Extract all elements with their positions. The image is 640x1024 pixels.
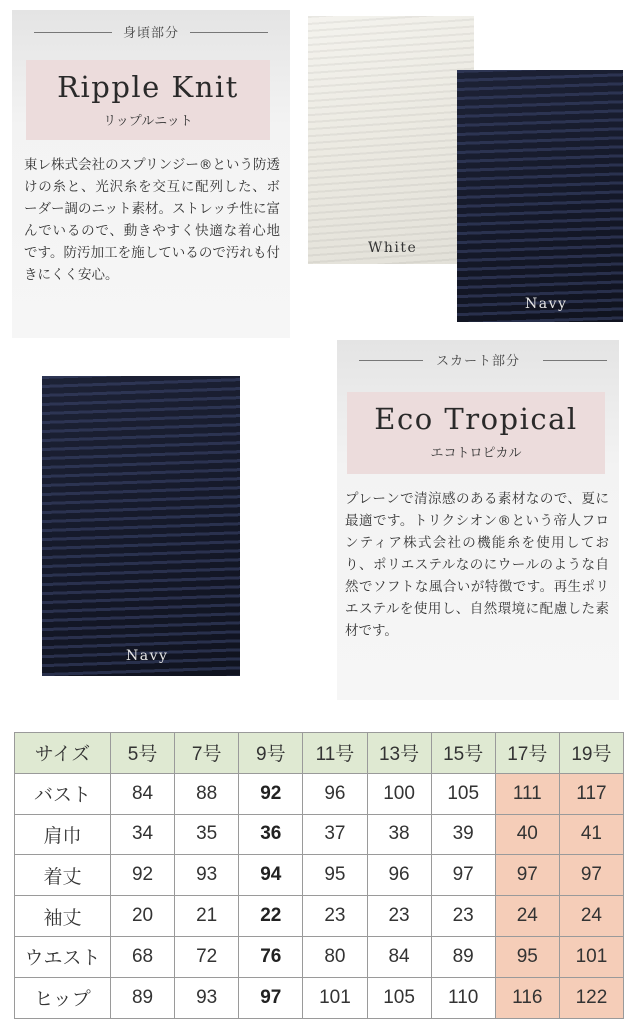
size-cell: 94 [239, 855, 303, 896]
size-cell: 68 [111, 936, 175, 977]
size-row-label: 袖丈 [15, 896, 111, 937]
skirt-section-label: スカート部分 [337, 350, 619, 369]
size-cell: 89 [111, 977, 175, 1018]
size-col-header: 15号 [431, 733, 495, 774]
size-cell: 20 [111, 896, 175, 937]
size-col-header: 13号 [367, 733, 431, 774]
size-cell: 122 [559, 977, 623, 1018]
size-cell: 41 [559, 814, 623, 855]
size-row-label: 肩巾 [15, 814, 111, 855]
size-row-label: バスト [15, 773, 111, 814]
white-swatch [308, 16, 474, 264]
size-table [14, 732, 624, 1019]
size-row [15, 936, 624, 977]
size-cell: 100 [367, 773, 431, 814]
size-cell: 105 [367, 977, 431, 1018]
size-cell: 97 [559, 855, 623, 896]
size-cell: 76 [239, 936, 303, 977]
size-cell: 96 [303, 773, 367, 814]
size-cell: 95 [495, 936, 559, 977]
size-cell: 35 [175, 814, 239, 855]
size-cell: 22 [239, 896, 303, 937]
skirt-fabric-name-box [347, 392, 605, 474]
size-col-header: 11号 [303, 733, 367, 774]
size-header-label: サイズ [15, 733, 111, 774]
navy-swatch-skirt [42, 376, 240, 676]
size-cell: 24 [495, 896, 559, 937]
size-cell: 80 [303, 936, 367, 977]
body-fabric-panel [12, 10, 290, 338]
size-row [15, 773, 624, 814]
size-cell: 23 [431, 896, 495, 937]
size-row [15, 977, 624, 1018]
body-fabric-name-en: Ripple Knit [57, 70, 239, 104]
size-row-label: ヒップ [15, 977, 111, 1018]
size-cell: 101 [303, 977, 367, 1018]
size-cell: 34 [111, 814, 175, 855]
skirt-fabric-name-ja: エコトロピカル [430, 446, 522, 461]
size-row [15, 855, 624, 896]
size-col-header: 19号 [559, 733, 623, 774]
size-cell: 96 [367, 855, 431, 896]
size-cell: 23 [303, 896, 367, 937]
skirt-fabric-name-en: Eco Tropical [374, 402, 578, 436]
size-row [15, 814, 624, 855]
size-cell: 97 [495, 855, 559, 896]
size-cell: 36 [239, 814, 303, 855]
size-cell: 92 [111, 855, 175, 896]
size-cell: 39 [431, 814, 495, 855]
size-cell: 95 [303, 855, 367, 896]
size-cell: 37 [303, 814, 367, 855]
size-cell: 23 [367, 896, 431, 937]
size-cell: 97 [239, 977, 303, 1018]
size-cell: 93 [175, 855, 239, 896]
skirt-fabric-description: プレーンで清涼感のある素材なので、夏に最適です。トリクシオン®という帝人フロンティア株式会社の機能糸を使用しており、ポリエステルなのにウールのような自然でソフトな風合いが特徴です。再生ポリエステルを使用し、自然環境に配慮した素材です。 [345, 491, 609, 639]
size-row-label: ウエスト [15, 936, 111, 977]
size-cell: 93 [175, 977, 239, 1018]
navy-swatch-body-label: Navy [525, 296, 568, 312]
size-cell: 40 [495, 814, 559, 855]
size-cell: 88 [175, 773, 239, 814]
size-cell: 101 [559, 936, 623, 977]
size-cell: 105 [431, 773, 495, 814]
navy-swatch-skirt-label: Navy [126, 648, 169, 664]
size-cell: 89 [431, 936, 495, 977]
size-cell: 21 [175, 896, 239, 937]
body-section-label: 身頃部分 [12, 22, 290, 41]
body-fabric-name-ja: リップルニット [103, 114, 193, 129]
body-fabric-name-box [26, 60, 270, 140]
size-cell: 84 [111, 773, 175, 814]
size-row-label: 着丈 [15, 855, 111, 896]
size-cell: 110 [431, 977, 495, 1018]
size-row [15, 896, 624, 937]
navy-swatch-body [457, 70, 623, 322]
size-cell: 72 [175, 936, 239, 977]
size-cell: 97 [431, 855, 495, 896]
size-col-header: 9号 [239, 733, 303, 774]
size-cell: 92 [239, 773, 303, 814]
size-col-header: 5号 [111, 733, 175, 774]
size-header-row [15, 733, 624, 774]
size-cell: 38 [367, 814, 431, 855]
size-col-header: 7号 [175, 733, 239, 774]
size-cell: 116 [495, 977, 559, 1018]
size-cell: 111 [495, 773, 559, 814]
size-cell: 84 [367, 936, 431, 977]
size-cell: 117 [559, 773, 623, 814]
size-cell: 24 [559, 896, 623, 937]
skirt-fabric-panel [337, 340, 619, 700]
size-col-header: 17号 [495, 733, 559, 774]
body-fabric-description: 東レ株式会社のスプリンジー®という防透けの糸と、光沢糸を交互に配列した、ボーダー調のニット素材。ストレッチ性に富んでいるので、動きやすく快適な着心地です。防汚加工を施しているので汚れも付きにくく安心。 [24, 157, 280, 283]
white-swatch-label: White [368, 240, 418, 256]
